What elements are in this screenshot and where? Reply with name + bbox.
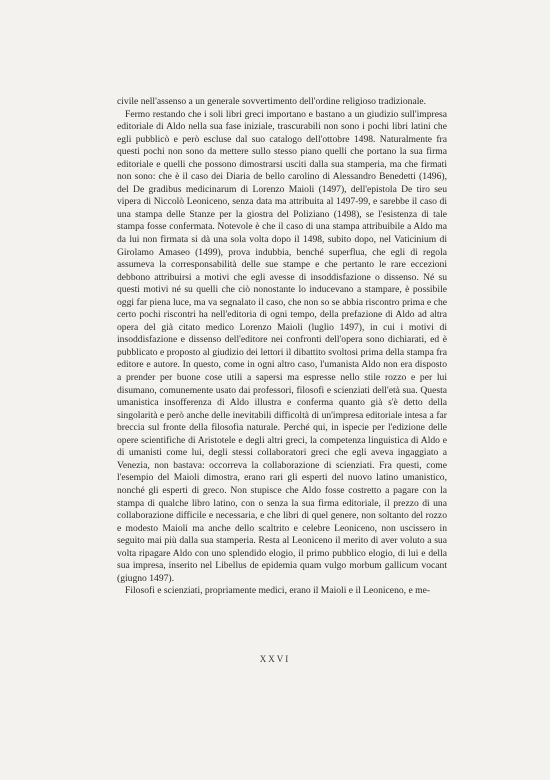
body-text [117,96,447,598]
paragraph-main: Fermo restando che i soli libri greci importano e bastano a un giudizio sull'impresa editoriale di Aldo nella sua fase iniziale, trascurabili non sono i pochi libri latini che egli pubblicò e però escluse dal suo catalogo dell'ottobre 1498. Naturalmente fra questi pochi non sono da mettere sullo stesso piano quelli che portano la sua firma editoriale e quelli che possono dimostrarsi usciti dalla sua stamperia, ma che firmati non sono: che è il caso dei Diaria de bello carolino di Alessandro Benedetti (1496), del De gradibus medicinarum di Lorenzo Maioli (1497), dell'epistola De tiro seu vipera di Niccolò Leoniceno, senza data ma attribuita al 1497-99, e sarebbe il caso di una stampa delle Stanze per la giostra del Poliziano (1498), se l'esistenza di tale stampa fosse confermata. Notevole è che il caso di una stampa attribuibile a Aldo ma da lui non firmata si dà una sola volta dopo il 1498, subito dopo, nel Vaticinium di Girolamo Amaseo (1499), prova indubbia, benché superflua, che egli di regola assumeva la corresponsabilità delle sue stampe e che pertanto le rare eccezioni debbono attribuirsi a motivi che egli avesse di insoddisfazione o dissenso. Né su questi motivi né su quelli che ciò nonostante lo inducevano a stampare, è possibile oggi far piena luce, ma va segnalato il caso, che non so se abbia riscontro prima e che certo pochi riscontri ha nell'editoria di ogni tempo, della prefazione di Aldo ad altra opera del già citato medico Lorenzo Maioli (luglio 1497), in cui i motivi di insoddisfazione e dissenso dell'editore nei confronti dell'opera sono dichiarati, ed è pubblicato e proposto al giudizio dei lettori il dibattito svoltosi prima della stampa fra editore e autore. In questo, come in ogni altro caso, l'umanista Aldo non era disposto a prender per buone cose utili a sapersi ma espresse nello stile rozzo e per lui disumano, comunemente usato dai professori, filosofi e scienziati dell'età sua. Questa umanistica insofferenza di Aldo illustra e conferma quanto già s'è detto della singolarità e però anche delle inevitabili difficoltà di un'impresa editoriale intesa a far breccia sul fronte della filosofia naturale. Perché qui, in ispecie per l'edizione delle opere scientifiche di Aristotele e degli altri greci, la competenza linguistica di Aldo e di umanisti come lui, degli stessi collaboratori greci che egli aveva ingaggiato a Venezia, non bastava: occorreva la collaborazione di scienziati. Fra questi, come l'esempio del Maioli dimostra, erano rari gli esperti del nuovo latino umanistico, nonché gli esperti di greco. Non stupisce che Aldo fosse costretto a pagare con la stampa di qualche libro latino, con o senza la sua firma editoriale, il prezzo di una collaborazione difficile e necessaria, e che libri di quel genere, non soltanto del rozzo e modesto Maioli ma anche dello scaltrito e celebre Leoniceno, non uscissero in seguito mai più dalla sua stamperia. Resta al Leoniceno il merito di aver voluto a sua volta ripagare Aldo con uno splendido elogio, il primo pubblico elogio, di lui e della sua impresa, inserito nel Libellus de epidemia quam vulgo morbum gallicum vocant (giugno 1497). [117,108,447,584]
paragraph-final: Filosofi e scienziati, propriamente medici, erano il Maioli e il Leoniceno, e me- [125,585,431,597]
paragraph-continuation: civile nell'assenso a un generale sovvertimento dell'ordine religioso tradizionale. [117,96,427,107]
page-number: XXVI [259,654,291,664]
